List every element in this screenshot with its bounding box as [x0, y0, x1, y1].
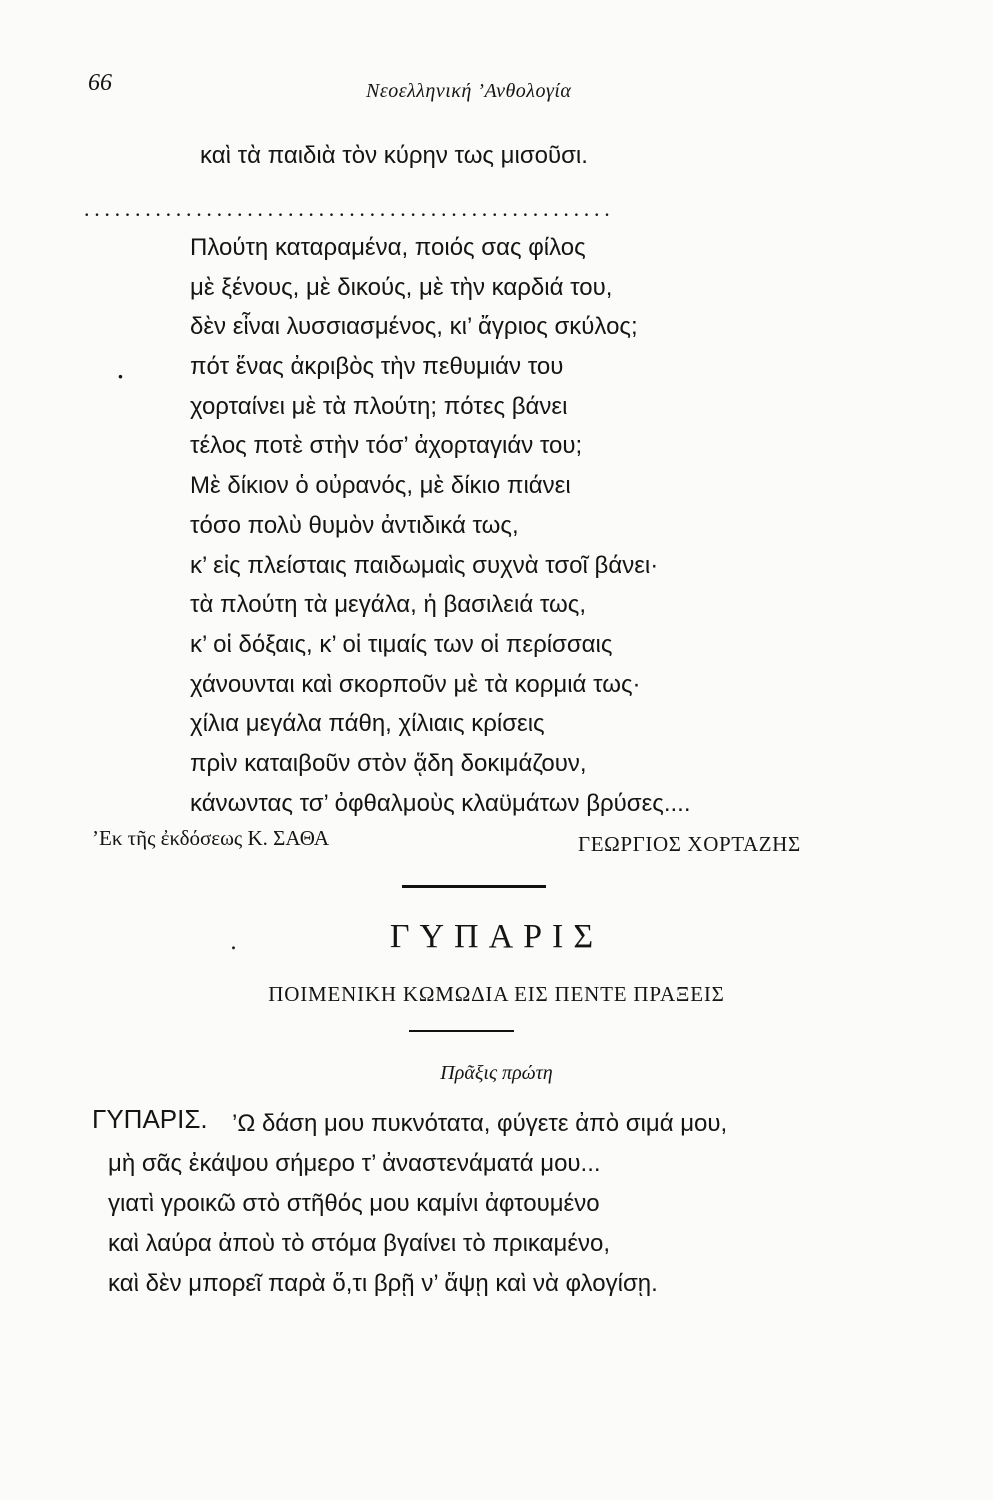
edition-source: ’Εκ τῆς ἐκδόσεως Κ. ΣΑΘΑ — [92, 826, 330, 850]
section-divider — [402, 885, 546, 888]
dialogue-line: καὶ δὲν μπορεῖ παρὰ ὅ,τι βρῇ ν’ ἅψῃ καὶ νὰ φλογίσῃ. — [108, 1270, 658, 1297]
poem-line: πρὶν καταιβοῦν στὸν ᾅδη δοκιμάζουν, — [190, 749, 587, 777]
section-subtitle: ΠΟΙΜΕΝΙΚΗ ΚΩΜΩΔΙΑ ΕΙΣ ΠΕΝΤΕ ΠΡΑΞΕΙΣ — [268, 982, 725, 1006]
poem-line: χάνουνται καὶ σκορποῦν μὲ τὰ κορμιά τως· — [190, 670, 641, 698]
poem-line: χίλια μεγάλα πάθη, χίλιαις κρίσεις — [190, 710, 545, 738]
poem-line: τόσο πολὺ θυμὸν ἀντιδικά τως, — [190, 511, 519, 539]
section-title: ΓΥΠΑΡΙΣ — [389, 918, 604, 955]
poem-line: Μὲ δίκιον ὁ οὐρανός, μὲ δίκιο πιάνει — [190, 472, 571, 500]
dialogue-line: καὶ λαύρα ἀποὺ τὸ στόμα βγαίνει τὸ πρικαμένο, — [108, 1230, 611, 1257]
page-number: 66 — [88, 70, 112, 96]
ellipsis-separator: .................................................... — [84, 196, 615, 221]
poem-line: μὲ ξένους, μὲ δικούς, μὲ τὴν καρδιά του, — [190, 273, 613, 301]
subtitle-divider — [409, 1030, 514, 1032]
poem-line: πότ ἕνας ἀκριβὸς τὴν πεθυμιάν του — [190, 353, 564, 381]
opening-verse-line: καὶ τὰ παιδιὰ τὸν κύρην τως μισοῦσι. — [200, 142, 588, 169]
dialogue-line: ’Ω δάση μου πυκνότατα, φύγετε ἀπὸ σιμά μου, — [232, 1110, 728, 1137]
speaker-name: ΓΥΠΑΡΙΣ. — [92, 1104, 208, 1134]
poem-line: κ’ οἱ δόξαις, κ’ οἱ τιμαίς των οἱ περίσσαις — [190, 630, 613, 658]
poem-line: κάνωντας τσ’ ὀφθαλμοὺς κλαϋμάτων βρύσες.... — [190, 789, 691, 817]
poem-line: τέλος ποτὲ στὴν τόσ’ ἀχορταγιάν του; — [190, 432, 583, 460]
act-heading: Πρᾶξις πρώτη — [440, 1062, 553, 1084]
dialogue-line: μὴ σᾶς ἐκάψου σήμερο τ’ ἀναστενάματά μου... — [108, 1150, 601, 1177]
dialogue-line: γιατὶ γροικῶ στὸ στῆθός μου καμίνι ἀφτουμένο — [108, 1190, 600, 1217]
poem-line: κ’ εἰς πλείσταις παιδωμαὶς συχνὰ τσοῖ βάνει· — [190, 551, 659, 579]
margin-mark: . — [116, 352, 125, 385]
poem-line: Πλούτη καταραμένα, ποιός σας φίλος — [190, 234, 586, 261]
poem-author: ΓΕΩΡΓΙΟΣ ΧΟΡΤΑΖΗΣ — [578, 832, 801, 856]
title-mark: . — [230, 930, 237, 955]
poem-line: χορταίνει μὲ τὰ πλούτη; πότες βάνει — [190, 392, 568, 420]
poem-line: τὰ πλούτη τὰ μεγάλα, ἡ βασιλειά τως, — [190, 591, 586, 619]
running-title: Νεοελληνική ’Ανθολογία — [366, 80, 572, 102]
poem-block — [190, 228, 691, 823]
poem-line: δὲν εἶναι λυσσιασμένος, κι’ ἄγριος σκύλος; — [190, 313, 638, 341]
